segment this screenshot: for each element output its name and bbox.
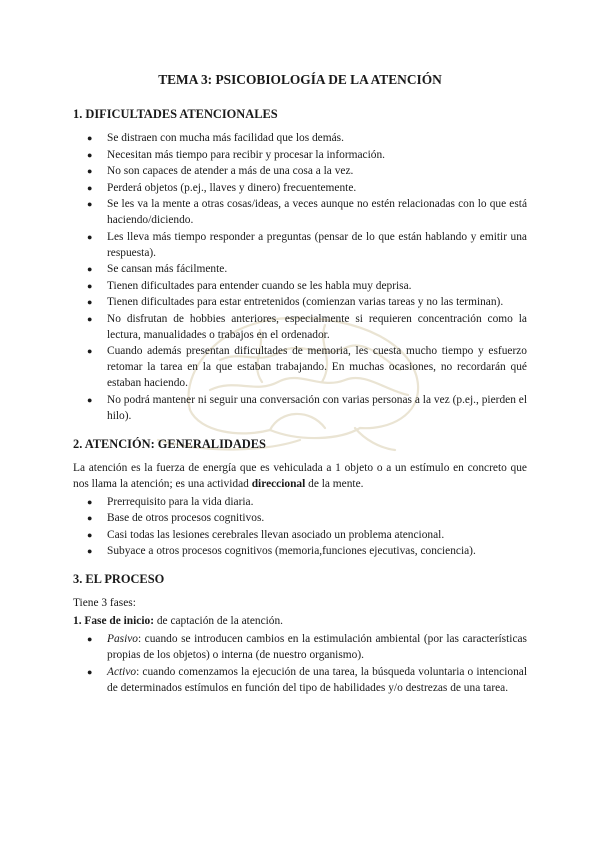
list-item: ● Se cansan más fácilmente.: [87, 263, 228, 275]
list-item: ● Cuando además presentan dificultades de memoria, les cuesta mucho tiempo y esfuerzo retomar la tarea en la que estaban trabajando. En muchas ocasiones, no recordarán qué estaban haciendo.: [87, 345, 527, 389]
bullet-icon: ●: [87, 264, 93, 274]
list-item: ● Se distraen con mucha más facilidad que los demás.: [87, 132, 344, 144]
bullet-icon: ●: [87, 297, 93, 307]
phase-1-list: [73, 631, 527, 696]
list-item: ● Activo: cuando comenzamos la ejecución de una tarea, la búsqueda voluntaria o intencional de determinados estímulos en función del tipo de habilidades y/o destrezas de una tarea.: [87, 665, 527, 694]
list-item: ● Les lleva más tiempo responder a preguntas (pensar de lo que están hablando y emitir una respuesta).: [87, 230, 527, 259]
bullet-icon: ●: [87, 496, 93, 507]
dificultades-list: [73, 130, 527, 424]
list-item: ● Subyace a otros procesos cognitivos (memoria,funciones ejecutivas, conciencia).: [87, 545, 476, 557]
document-content: [73, 72, 527, 696]
section-heading-generalidades: 2. ATENCIÓN: GENERALIDADES: [73, 436, 266, 451]
bullet-icon: ●: [87, 313, 93, 324]
list-item: ● Tienen dificultades para entender cuando se les habla muy deprisa.: [87, 279, 412, 292]
proceso-intro: Tiene 3 fases:: [73, 597, 136, 609]
list-item: ● Tienen dificultades para estar entretenidos (comienzan varias tareas y no las terminan).: [87, 296, 504, 308]
list-item: ● Necesitan más tiempo para recibir y procesar la información.: [87, 148, 386, 161]
list-item: ● Prerrequisito para la vida diaria.: [87, 495, 254, 508]
list-item: ● No podrá mantener ni seguir una conversación con varias personas a la vez (p.ej., pierden el hilo).: [87, 393, 527, 422]
bullet-icon: ●: [87, 513, 93, 523]
generalidades-intro: La atención es la fuerza de energía que es vehiculada a 1 objeto o a un estímulo en concreto que nos llama la atención; es una actividad direccional de la mente.: [73, 461, 527, 490]
list-item: ● No son capaces de atender a más de una cosa a la vez.: [87, 165, 354, 177]
list-item: ● Pasivo: cuando se introducen cambios en la estimulación ambiental (por las características propias de los objetos) o interna (de nuestro organismo).: [87, 633, 527, 661]
bullet-icon: ●: [87, 166, 93, 176]
list-item: ● Se les va la mente a otras cosas/ideas, a veces aunque no estén relacionadas con lo que está haciendo/diciendo.: [87, 198, 527, 226]
bullet-icon: ●: [87, 280, 93, 291]
bullet-icon: ●: [87, 394, 93, 405]
bullet-icon: ●: [87, 529, 93, 540]
page-title: TEMA 3: PSICOBIOLOGÍA DE LA ATENCIÓN: [158, 72, 442, 87]
bullet-icon: ●: [87, 199, 93, 209]
bullet-icon: ●: [87, 546, 93, 556]
phase-1-line: 1. Fase de inicio: de captación de la atención.: [73, 615, 284, 627]
bullet-icon: ●: [87, 133, 93, 143]
bullet-icon: ●: [87, 149, 93, 160]
list-item: ● Casi todas las lesiones cerebrales llevan asociado un problema atencional.: [87, 528, 445, 541]
list-item: ● Base de otros procesos cognitivos.: [87, 512, 265, 524]
bullet-icon: ●: [87, 182, 93, 193]
section-heading-proceso: 3. EL PROCESO: [73, 572, 165, 586]
list-item: ● Perderá objetos (p.ej., llaves y dinero) frecuentemente.: [87, 181, 357, 194]
bullet-icon: ●: [87, 231, 93, 242]
list-item: ● No disfrutan de hobbies anteriores, especialmente si requieren concentración como la lectura, manualidades o trabajos en el ordenador.: [87, 312, 527, 341]
generalidades-list: [73, 494, 527, 560]
bullet-icon: ●: [87, 634, 93, 644]
section-heading-dificultades: 1. DIFICULTADES ATENCIONALES: [73, 107, 278, 121]
bullet-icon: ●: [87, 346, 93, 356]
bullet-icon: ●: [87, 666, 93, 677]
